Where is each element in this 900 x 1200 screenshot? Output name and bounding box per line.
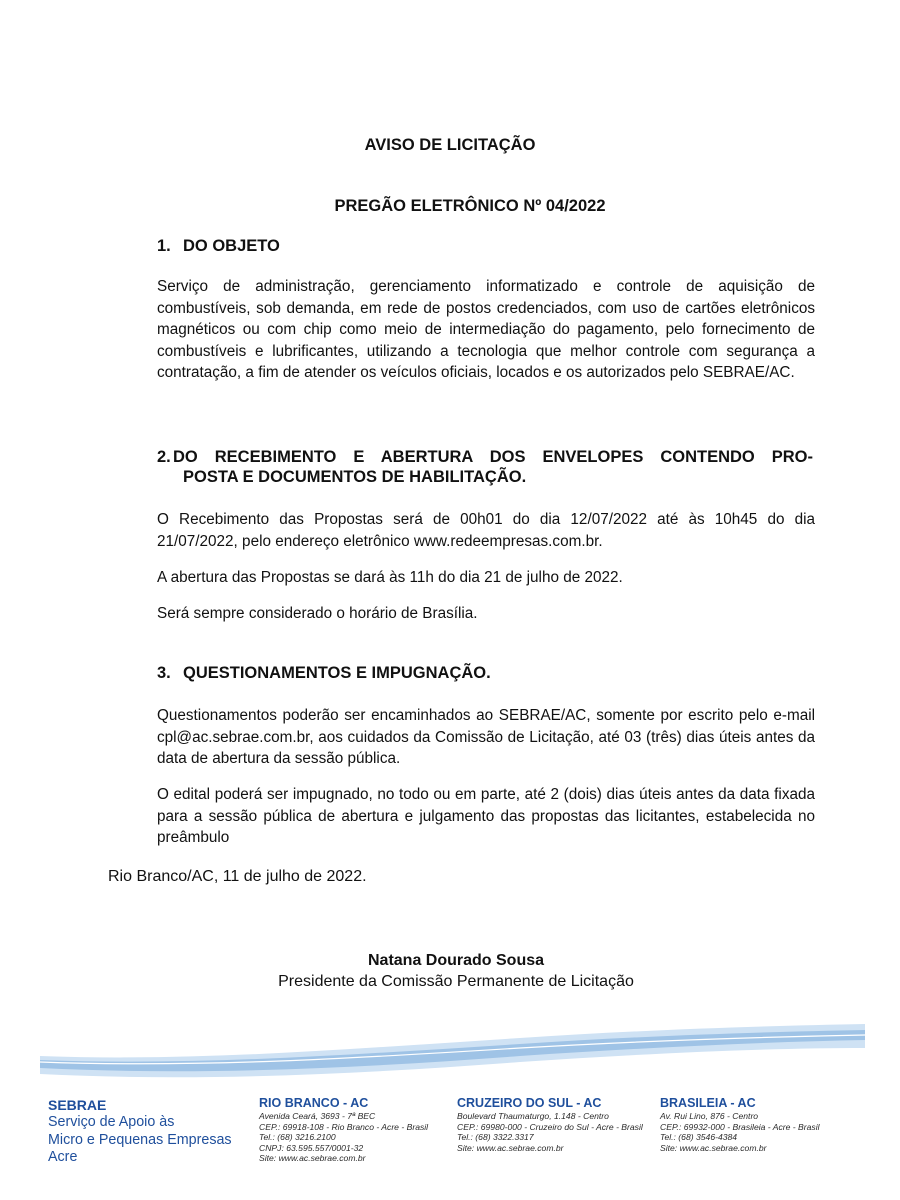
section-2-paragraph-2: A abertura das Propostas se dará às 11h do dia 21 de julho de 2022. xyxy=(157,569,623,586)
office-phone: Tel.: (68) 3216.2100 xyxy=(259,1132,336,1143)
office-rio-branco xyxy=(259,1096,428,1164)
office-cruzeiro-do-sul xyxy=(457,1096,643,1153)
office-brasileia xyxy=(660,1096,820,1153)
office-site: Site: www.ac.sebrae.com.br xyxy=(660,1142,767,1153)
office-phone: Tel.: (68) 3546-4384 xyxy=(660,1132,738,1143)
office-cep: CEP.: 69932-000 - Brasileia - Acre - Brasil xyxy=(660,1121,820,1132)
signatory-role: Presidente da Comissão Permanente de Licitação xyxy=(278,973,634,990)
office-phone: Tel.: (68) 3322.3317 xyxy=(457,1132,534,1143)
section-1-number: 1. xyxy=(157,237,171,255)
section-2-heading-line2: POSTA E DOCUMENTOS DE HABILITAÇÃO. xyxy=(183,468,527,486)
section-3-paragraph-1: Questionamentos poderão ser encaminhados ao SEBRAE/AC, somente por escrito pelo e-mail cpl@ac.sebrae.com.br, aos cuidados da Comissão de Licitação, até 03 (três) dias úteis antes da data de abertura da sessão pública. xyxy=(157,707,815,767)
office-name: BRASILEIA - AC xyxy=(660,1096,756,1110)
office-cep: CEP.: 69918-108 - Rio Branco - Acre - Brasil xyxy=(259,1121,429,1132)
document-title: AVISO DE LICITAÇÃO xyxy=(364,136,536,154)
signatory-name: Natana Dourado Sousa xyxy=(367,952,545,969)
footer-wave-graphic xyxy=(40,1018,865,1088)
office-name: RIO BRANCO - AC xyxy=(259,1096,369,1110)
section-2-number: 2. xyxy=(157,448,171,466)
section-2-paragraph-1: O Recebimento das Propostas será de 00h01 do dia 12/07/2022 até às 10h45 do dia 21/07/2022, pelo endereço eletrônico www.redeempresas.com.br. xyxy=(157,511,815,550)
office-site: Site: www.ac.sebrae.com.br xyxy=(259,1153,366,1164)
office-cnpj: CNPJ: 63.595.557/0001-32 xyxy=(259,1142,364,1153)
section-1-paragraph: Serviço de administração, gerenciamento informatizado e controle de aquisição de combustíveis, sob demanda, em rede de postos credenciados, com uso de cartões eletrônicos magnéticos ou com chip como meio de intermediação do pagamento, pelo fornecimento de combustíveis e lubrificantes, utilizando a tecnologia que melhor controle com segurança a contratação, a fim de atender os veículos oficiais, locados e os autorizados pelo SEBRAE/AC. xyxy=(157,278,815,381)
office-address: Av. Rui Lino, 876 - Centro xyxy=(660,1111,759,1121)
footer-brand xyxy=(48,1097,232,1167)
section-2-heading-line1: DO RECEBIMENTO E ABERTURA DOS ENVELOPES CONTENDO PRO- xyxy=(173,448,813,466)
place-date: Rio Branco/AC, 11 de julho de 2022. xyxy=(108,868,367,885)
section-3-heading: QUESTIONAMENTOS E IMPUGNAÇÃO. xyxy=(183,664,491,682)
office-site: Site: www.ac.sebrae.com.br xyxy=(457,1142,564,1153)
office-cep: CEP.: 69980-000 - Cruzeiro do Sul - Acre - Brasil xyxy=(457,1121,643,1132)
brand-name: SEBRAE xyxy=(48,1097,107,1113)
brand-line-1: Serviço de Apoio às xyxy=(48,1114,175,1130)
section-1-heading: DO OBJETO xyxy=(183,237,280,255)
office-name: CRUZEIRO DO SUL - AC xyxy=(457,1096,602,1110)
section-3-paragraph-2: O edital poderá ser impugnado, no todo ou em parte, até 2 (dois) dias úteis antes da data fixada para a sessão pública de abertura e julgamento das propostas das licitantes, estabelecida no preâmbulo xyxy=(157,786,815,846)
office-address: Avenida Ceará, 3693 - 7ª BEC xyxy=(259,1111,376,1121)
section-3-number: 3. xyxy=(157,664,171,682)
brand-line-3: Acre xyxy=(48,1149,78,1165)
office-address: Boulevard Thaumaturgo, 1.148 - Centro xyxy=(457,1111,609,1121)
document-subtitle: PREGÃO ELETRÔNICO Nº 04/2022 xyxy=(334,197,606,215)
section-2-paragraph-3: Será sempre considerado o horário de Brasília. xyxy=(157,605,478,622)
brand-line-2: Micro e Pequenas Empresas xyxy=(48,1131,232,1148)
